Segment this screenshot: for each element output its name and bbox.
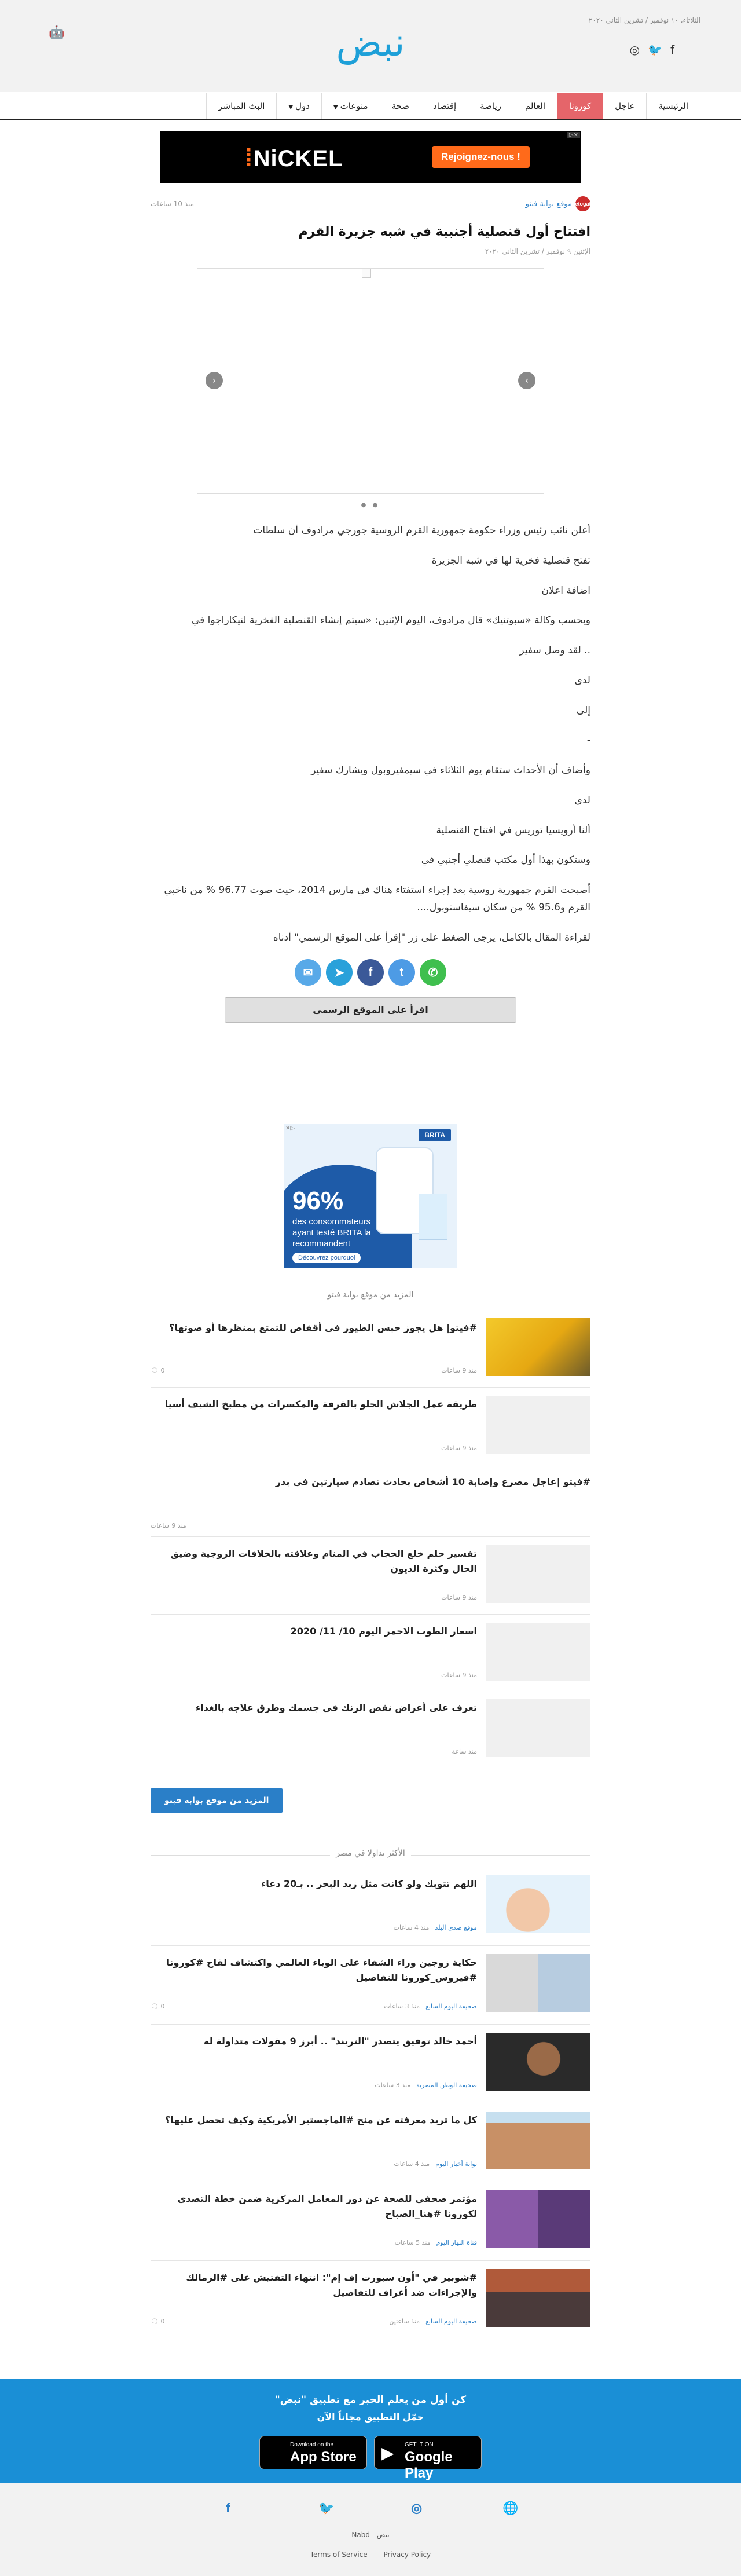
facebook-icon[interactable]: f xyxy=(670,43,674,57)
ad-brand: BRITA xyxy=(419,1129,451,1141)
site-footer xyxy=(0,2483,741,2576)
footer-icons xyxy=(0,2501,741,2518)
article-paragraph: إلى xyxy=(576,704,590,716)
item-thumbnail xyxy=(486,1396,590,1454)
list-item[interactable] xyxy=(151,1545,590,1615)
slider-next-arrow-icon[interactable]: › xyxy=(518,372,535,389)
nav-corona[interactable] xyxy=(557,93,603,119)
article-source[interactable] xyxy=(525,196,594,211)
list-item[interactable] xyxy=(151,2269,590,2340)
privacy-link[interactable]: Privacy Policy xyxy=(383,2551,431,2559)
nav-label: رياضة xyxy=(480,101,501,111)
footer-links xyxy=(0,2551,741,2559)
email-icon[interactable]: ✉ xyxy=(295,959,321,986)
list-item[interactable] xyxy=(151,2190,590,2261)
item-thumbnail xyxy=(486,1875,590,1933)
item-title: أحمد خالد توفيق يتصدر "التريند" .. أبرز 9 مقولات متداولة له xyxy=(203,2036,477,2047)
twitter-icon[interactable]: 🐦 xyxy=(318,2501,335,2515)
nav-sports[interactable] xyxy=(468,93,513,119)
article-paragraph: ألنا أرويسيا توريس في افتتاح القنصلية xyxy=(436,824,590,836)
list-item[interactable] xyxy=(151,1396,590,1465)
item-title: #فيتو |عاجل مصرع وإصابة 10 أشخاص بحادث تصادم سيارتين في بدر xyxy=(275,1476,590,1487)
top-ad-banner[interactable] xyxy=(160,131,581,183)
nav-live[interactable] xyxy=(206,93,276,119)
nav-home[interactable] xyxy=(646,93,700,119)
play-icon: ▶ xyxy=(381,2444,394,2462)
mid-ad-banner[interactable] xyxy=(284,1124,457,1268)
more-from-source-button[interactable]: المزيد من موقع بوابة فيتو xyxy=(151,1788,283,1813)
ad-choices-icon[interactable]: ▷✕ xyxy=(567,132,580,138)
item-title: مؤتمر صحفي للصحة عن دور المعامل المركزية ضمن خطة التصدي لكورونا #هنا_الصباح xyxy=(177,2193,477,2219)
nav-label: منوعات xyxy=(340,101,368,111)
list-item[interactable] xyxy=(151,1875,590,1946)
nav-misc[interactable] xyxy=(321,93,380,119)
comment-count: 0 🗨 xyxy=(151,2003,165,2010)
terms-link[interactable]: Terms of Service xyxy=(310,2551,368,2559)
article-ago: منذ 10 ساعات xyxy=(151,200,195,208)
article-source-row xyxy=(151,197,594,211)
list-item[interactable] xyxy=(151,2033,590,2103)
article-pubdate: الإثنين ٩ نوفمبر / تشرين الثاني ٢٠٢٠ xyxy=(485,247,590,255)
item-meta: صحيفة اليوم السابع منذ 3 ساعات xyxy=(384,2003,477,2010)
store-big-label: App Store xyxy=(290,2449,357,2465)
list-item[interactable] xyxy=(151,1473,590,1537)
ad-copy: des consommateurs ayant testé BRITA la recommandent xyxy=(292,1217,371,1249)
article-paragraph: وستكون بهذا أول مكتب قنصلي أجنبي في xyxy=(421,854,590,866)
header-apps xyxy=(42,25,64,40)
nav-countries[interactable] xyxy=(276,93,321,119)
item-thumbnail xyxy=(486,2269,590,2327)
ad-choices-icon[interactable]: ▷✕ xyxy=(285,1125,295,1132)
source-name: موقع بوابة فيتو xyxy=(525,199,572,208)
header-date: الثلاثاء، ١٠ نوفمبر / تشرين الثاني ٢٠٢٠ xyxy=(588,16,700,24)
whatsapp-icon[interactable]: ✆ xyxy=(420,959,446,986)
item-meta: منذ 9 ساعات xyxy=(441,1444,477,1452)
store-small-label: GET IT ON xyxy=(405,2442,434,2448)
caret-down-icon: ▼ xyxy=(288,104,294,111)
item-meta: بوابة أخبار اليوم منذ 4 ساعات xyxy=(394,2160,477,2168)
article-paragraph: لدى xyxy=(574,794,590,806)
main-nav xyxy=(0,93,741,120)
slider-prev-arrow-icon[interactable]: ‹ xyxy=(206,372,223,389)
banner-line-1: كن أول من يعلم الخبر مع تطبيق "نبض" xyxy=(274,2394,467,2406)
site-header xyxy=(0,0,741,92)
article-title: افتتاح أول قنصلية أجنبية في شبه جزيرة القرم xyxy=(298,225,590,239)
article-paragraph: وبحسب وكالة «سبوتنيك» قال مرادوف، اليوم الإثنين: «سيتم إنشاء القنصلية الفخرية لنيكاراجوا في xyxy=(191,614,590,627)
ad-cta[interactable]: Découvrez pourquoi xyxy=(292,1253,361,1263)
item-thumbnail xyxy=(486,1545,590,1603)
item-meta: قناة النهار اليوم منذ 5 ساعات xyxy=(394,2239,477,2246)
item-meta: صحيفة اليوم السابع منذ ساعتين xyxy=(389,2318,477,2325)
caret-down-icon: ▼ xyxy=(333,104,338,111)
list-item[interactable] xyxy=(151,1623,590,1692)
nav-economy[interactable] xyxy=(421,93,468,119)
item-thumbnail xyxy=(486,2112,590,2169)
section-heading: الأكثر تداولا في مصر xyxy=(151,1849,590,1863)
item-thumbnail xyxy=(486,1623,590,1681)
item-title: تفسير حلم خلع الحجاب في المنام وعلاقته بالخلافات الزوجية وضيق الحال وكثرة الديون xyxy=(170,1548,477,1574)
item-title: #فيتو| هل يجوز حبس الطيور في أقفاص للتمتع بمنظرها أو صوتها؟ xyxy=(169,1322,477,1333)
item-meta: منذ 9 ساعات xyxy=(441,1367,477,1374)
list-item[interactable] xyxy=(151,1699,590,1763)
facebook-icon[interactable]: f xyxy=(226,2501,230,2515)
nav-label: دول xyxy=(295,101,310,111)
ad-cta[interactable]: Rejoignez-nous ! xyxy=(432,146,530,168)
store-big-label: Google Play xyxy=(405,2449,453,2481)
google-play-button[interactable] xyxy=(374,2436,482,2481)
instagram-icon[interactable]: ◎ xyxy=(629,43,640,57)
item-thumbnail xyxy=(486,2033,590,2091)
article-paragraph: لدى xyxy=(574,674,590,686)
item-meta: منذ ساعة xyxy=(452,1748,477,1755)
source-logo: vetogate xyxy=(575,196,590,211)
article-paragraph: تفتح قنصلية فخرية لها في شبه الجزيرة xyxy=(431,554,590,566)
item-meta: موقع صدى البلد منذ 4 ساعات xyxy=(393,1924,477,1931)
image-placeholder-icon xyxy=(362,269,371,278)
comment-count: 0 🗨 xyxy=(151,1367,165,1374)
list-item[interactable] xyxy=(151,1318,590,1388)
store-small-label: Download on the xyxy=(290,2442,334,2448)
article-paragraph: وأضاف أن الأحداث ستقام يوم الثلاثاء في سيمفيروبول ويشارك سفير xyxy=(311,764,590,776)
item-title: #شوبير في "أون سبورت إف إم": انتهاء التفتيش على #الزمالك والإجراءات ضد أعراف للتفاصيل xyxy=(186,2272,477,2298)
comment-count: 0 🗨 xyxy=(151,2318,165,2325)
item-thumbnail xyxy=(486,1954,590,2012)
logo-text: نبض xyxy=(336,20,405,65)
article xyxy=(151,197,594,1023)
article-paragraph: اضافة اعلان xyxy=(541,584,590,597)
nav-label: الرئيسية xyxy=(658,101,688,111)
nabd-logo[interactable] xyxy=(313,20,428,66)
image-slider xyxy=(197,268,544,494)
instagram-icon[interactable]: ◎ xyxy=(411,2501,423,2515)
item-title: كل ما تريد معرفته عن منح #الماجستير الأمريكية وكيف تحصل عليها؟ xyxy=(165,2114,477,2125)
slider-dots[interactable]: ● ● xyxy=(361,502,380,508)
footer-brand: نبض - Nabd xyxy=(351,2531,390,2539)
item-title: حكاية زوجين وراء الشفاء على الوباء العالمي واكتشاف لقاح #كورونا #فيروس_كورونا للتفاصيل xyxy=(166,1957,477,1983)
item-thumbnail xyxy=(486,1699,590,1757)
article-paragraph: أصبحت القرم جمهورية روسية بعد إجراء استفتاء هناك في مارس 2014، حيث صوت 96.77 % من ناخبي القرم و95.6 % من سكان سيفاستوبول.... xyxy=(164,884,590,913)
twitter-share-icon[interactable]: t xyxy=(388,959,415,986)
item-title: اسعار الطوب الاحمر اليوم 10/ 11/ 2020 xyxy=(290,1626,477,1637)
telegram-icon[interactable]: ➤ xyxy=(326,959,353,986)
android-icon[interactable]: 🤖 xyxy=(49,25,65,40)
item-title: طريقة عمل الجلاش الحلو بالقرفة والمكسرات من مطبخ الشيف أسيا xyxy=(164,1399,477,1410)
section-heading: المزيد من موقع بوابة فيتو xyxy=(151,1290,590,1304)
nav-label: صحة xyxy=(391,101,410,111)
trending-section xyxy=(151,1849,590,2347)
facebook-share-icon[interactable]: f xyxy=(357,959,384,986)
nav-label: عاجل xyxy=(615,101,635,111)
ad-percent: 96% xyxy=(292,1187,344,1215)
item-meta: منذ 9 ساعات xyxy=(441,1594,477,1601)
item-title: اللهم تتوبك ولو كانت مثل زبد البحر .. بـ20 دعاء xyxy=(261,1878,477,1889)
ad-brand: ⁞NiCKEL xyxy=(244,144,343,172)
item-meta: منذ 9 ساعات xyxy=(151,1522,186,1529)
item-meta: صحيفة الوطن المصرية منذ 3 ساعات xyxy=(375,2081,477,2089)
twitter-icon[interactable]: 🐦 xyxy=(648,43,662,57)
list-item[interactable] xyxy=(151,2112,590,2182)
banner-line-2: حمّل التطبيق مجاناً الآن xyxy=(317,2412,424,2423)
article-paragraph: أعلن نائب رئيس وزراء حكومة جمهورية القرم الروسية جورجي مرادوف أن سلطات xyxy=(253,525,590,536)
globe-icon[interactable]: 🌐 xyxy=(502,2501,519,2515)
article-paragraph: لقراءة المقال بالكامل، يرجى الضغط على زر "إقرأ على الموقع الرسمي" أدناه xyxy=(273,931,590,943)
article-body xyxy=(151,522,590,946)
more-from-source xyxy=(151,1290,590,1823)
share-buttons xyxy=(151,959,590,986)
item-title: تعرف على أعراض نقص الزنك في جسمك وطرق علاجه بالغذاء xyxy=(195,1702,477,1713)
read-official-button[interactable]: اقرأ على الموقع الرسمي xyxy=(225,997,516,1023)
article-paragraph: .. لقد وصل سفير xyxy=(519,645,590,656)
nav-label: كورونا xyxy=(569,101,592,111)
item-thumbnail xyxy=(486,2190,590,2248)
nav-label: إقتصاد xyxy=(433,101,457,111)
nav-world[interactable] xyxy=(513,93,557,119)
header-socials xyxy=(630,43,674,57)
nav-label: العالم xyxy=(524,101,546,111)
item-meta: منذ 9 ساعات xyxy=(441,1671,477,1679)
app-store-button[interactable] xyxy=(259,2436,367,2469)
item-thumbnail xyxy=(486,1318,590,1376)
list-item[interactable] xyxy=(151,1954,590,2025)
nav-health[interactable] xyxy=(380,93,421,119)
nav-label: البث المباشر xyxy=(218,101,265,111)
ad-glass-shape xyxy=(419,1194,447,1240)
app-download-banner xyxy=(0,2379,741,2483)
article-paragraph: - xyxy=(586,734,590,747)
nav-urgent[interactable] xyxy=(603,93,646,119)
